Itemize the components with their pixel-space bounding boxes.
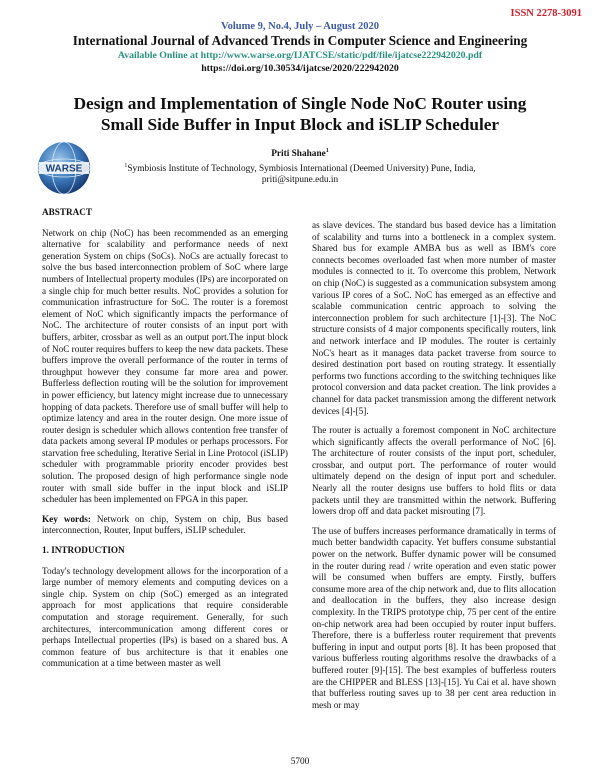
abstract-heading: ABSTRACT [42, 207, 93, 217]
journal-name: International Journal of Advanced Trends in Computer Science and Engineering [72, 33, 528, 48]
volume-info: Volume 9, No.4, July – August 2020 [220, 21, 379, 32]
logo-text: WARSE [45, 163, 83, 175]
keywords-label: Key words: [42, 513, 91, 524]
author-sup: 1 [325, 148, 329, 154]
paper-title: Design and Implementation of Single Node NoC Router using Small Side Buffer in Input Block and iSLIP Scheduler [73, 94, 527, 134]
introduction-text: Today's technology development allows for the incorporation of a large number of memory elements and computing devices on a single chip. System on chip (SoC) emerged as an integrated approach for most applications that require considerable computation and storage requirement. Generally, for such architectures, intercommunication among different cores or perhaps Intellectual properties (IPs) is based on a shared bus. A common feature of bus architecture is that it enables one communication at a time between master as well [42, 565, 288, 669]
introduction-heading: 1. INTRODUCTION [42, 545, 125, 556]
author-block [100, 146, 500, 187]
author-name: Priti Shahane [271, 149, 326, 160]
author-email[interactable]: priti@sitpune.edu.in [261, 175, 339, 186]
doi-link[interactable]: https://doi.org/10.30534/ijatcse/2020/222942020 [201, 63, 399, 74]
right-column [312, 220, 556, 719]
keywords-text: Network on chip, System on chip, Bus based interconnection, Router, Input buffers, iSLIP scheduler. [42, 513, 288, 536]
left-column [42, 207, 288, 678]
journal-header [0, 20, 600, 75]
page-number: 5700 [290, 757, 310, 767]
paragraph-2: The router is actually a foremost component in NoC architecture which significantly affects the overall performance of NoC [6]. The architecture of router consists of the input port, scheduler, crossbar, and output port. The performance of router would ultimately depend on the design of input port and scheduler. Nearly all the router designs use buffers to hold flits or data packets until they are transmitted within the network. Buffering lowers drop off and data packet misrouting [7]. [312, 425, 556, 517]
paragraph-3: The use of buffers increases performance dramatically in terms of much better bandwidth capacity. Yet buffers consume substantial power on the network. Buffer dynamic power will be consumed in the router during read / write operation and even static power will be consumed when buffers are empty. Firstly, buffers consume more area of the chip network and, due to flits allocation and deallocation in the buffers, they also increase design complexity. In the TRIPS prototype chip, 75 per cent of the entire on-chip network area had been occupied by router input buffers. Therefore, there is a bufferless router requirement that prevents buffering in input and output ports [8]. It has been proposed that various bufferless routing algorithms resolve the drawbacks of a buffered router [9]-[15]. The best examples of bufferless routers are the CHIPPER and BLESS [13]-[15]. Yu Cai et al. have shown that bufferless routing saves up to 38 per cent area reduction in mesh or may [312, 525, 556, 710]
keywords [42, 514, 288, 537]
issn-label: ISSN 2278-3091 [510, 8, 582, 19]
author-affiliation: Symbiosis Institute of Technology, Symbiosis International (Deemed University) Pune, India, [127, 163, 476, 174]
warse-logo [36, 140, 92, 196]
affiliation-sup: 1 [124, 162, 128, 169]
availability-link[interactable]: Available Online at http://www.warse.org/IJATCSE/static/pdf/file/ijatcse222942020.pdf [117, 50, 483, 61]
abstract-text: Network on chip (NoC) has been recommended as an emerging alternative for scalability and performance needs of next generation System on chips (SoCs). NoCs are actually forecast to solve the bus based interconnection problem of SoC where large numbers of Intellectual property modules (IPs) are incorporated on a single chip for much better results. NoC provides a solution for communication infrastructure for SoC. The router is a foremost element of NoC which significantly impacts the performance of NoC. The architecture of router consists of an input port with buffers, arbiter, crossbar as well as an output port.The input block of NoC router requires buffers to keep the new data packets. These buffers improve the overall performance of the router in terms of throughput however they consume far more area and power. Bufferless deflection routing will be the solution for improvement in power efficiency, but latency might increase due to unnecessary hopping of data packets. Therefore use of small buffer will help to optimize latency and area in the router design. One more issue of router design is scheduler which allows contention free transfer of data packets among several IP modules or perhaps processors. For starvation free scheduling, Iterative Serial in Line Protocol (iSLIP) scheduler with programmable priority encoder provides best solution. The proposed design of high performance single node router with small side buffer in the input block and iSLIP scheduler has been implemented on FPGA in this paper. [42, 227, 288, 505]
paragraph-1: as slave devices. The standard bus based device has a limitation of scalability and turns into a bottleneck in a complex system. Shared bus for example AMBA bus as well as IBM's core connects becomes overloaded fast when more number of master modules is connected to it. To overcome this problem, Network on chip (NoC) is suggested as a communication subsystem among various IP cores of a SoC. NoC has emerged as an effective and scalable communication centric approach to solving the interconnection problem for such architecture [1]-[3]. The NoC structure consists of 4 major components specifically routers, link and network interface and IP modules. The router is certainly NoC's heart as it manages data packet traverse from source to desired destination port based on routing strategy. It essentially performs two functions according to the switching techniques like protocol conversion and data packet creation. The link provides a channel for data packet transmission among the different network devices [4]-[5]. [312, 220, 556, 416]
